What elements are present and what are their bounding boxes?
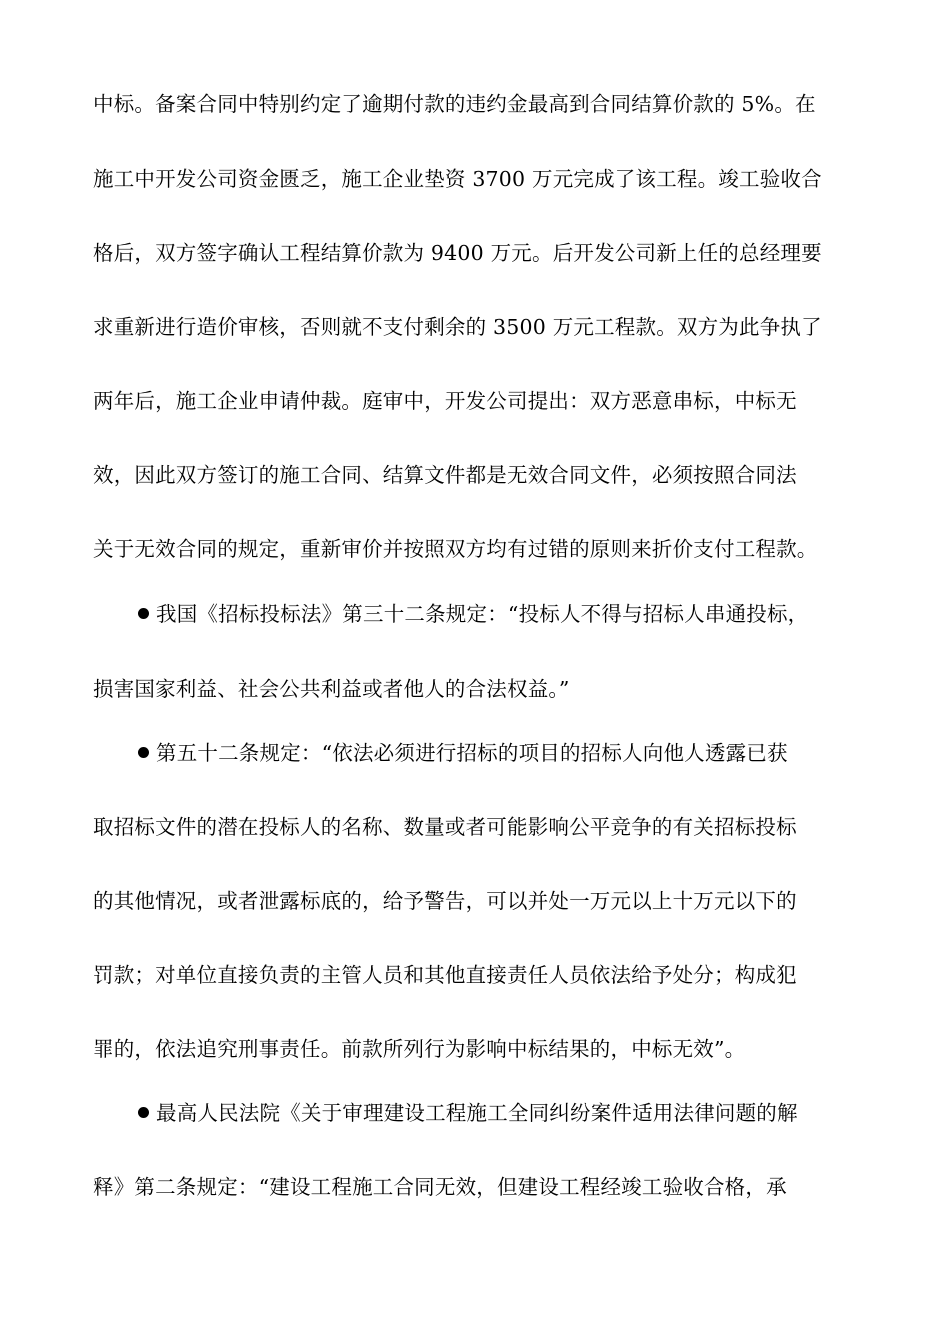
text-line: 两年后，施工企业申请仲裁。庭审中，开发公司提出：双方恶意串标，中标无 xyxy=(93,389,797,413)
text-line: 罚款；对单位直接负责的主管人员和其他直接责任人员依法给予处分；构成犯 xyxy=(93,963,797,987)
text-line: 效，因此双方签订的施工合同、结算文件都是无效合同文件，必须按照合同法 xyxy=(93,463,797,487)
text-line: 第五十二条规定：“依法必须进行招标的项目的招标人向他人透露已获 xyxy=(156,741,788,765)
text-line: 施工中开发公司资金匮乏，施工企业垫资 3700 万元完成了该工程。竣工验收合 xyxy=(93,167,822,191)
bullet-paragraph-first-line xyxy=(138,739,918,767)
bullet-icon xyxy=(138,1107,149,1118)
text-line: 关于无效合同的规定，重新审价并按照双方均有过错的原则来折价支付工程款。 xyxy=(93,537,818,561)
text-line: 最高人民法院《关于审理建设工程施工全同纠纷案件适用法律问题的解 xyxy=(156,1101,798,1125)
text-line: 中标。备案合同中特别约定了逾期付款的违约金最高到合同结算价款的 5%。在 xyxy=(93,92,816,116)
text-line: 格后，双方签字确认工程结算价款为 9400 万元。后开发公司新上任的总经理要 xyxy=(93,241,822,265)
text-line: 取招标文件的潜在投标人的名称、数量或者可能影响公平竞争的有关招标投标 xyxy=(93,815,797,839)
text-line: 损害国家利益、社会公共利益或者他人的合法权益。” xyxy=(93,677,570,701)
bullet-paragraph-first-line xyxy=(138,600,918,628)
bullet-icon xyxy=(138,747,149,758)
text-line: 释》第二条规定：“建设工程施工合同无效，但建设工程经竣工验收合格，承 xyxy=(93,1175,787,1199)
text-line: 罪的，依法追究刑事责任。前款所列行为影响中标结果的，中标无效”。 xyxy=(93,1037,746,1061)
bullet-icon xyxy=(138,608,149,619)
text-line: 的其他情况，或者泄露标底的，给予警告，可以并处一万元以上十万元以下的 xyxy=(93,889,797,913)
text-line: 求重新进行造价审核，否则就不支付剩余的 3500 万元工程款。双方为此争执了 xyxy=(93,315,822,339)
bullet-paragraph-first-line xyxy=(138,1099,918,1127)
text-line: 我国《招标投标法》第三十二条规定：“投标人不得与招标人串通投标， xyxy=(156,602,809,626)
